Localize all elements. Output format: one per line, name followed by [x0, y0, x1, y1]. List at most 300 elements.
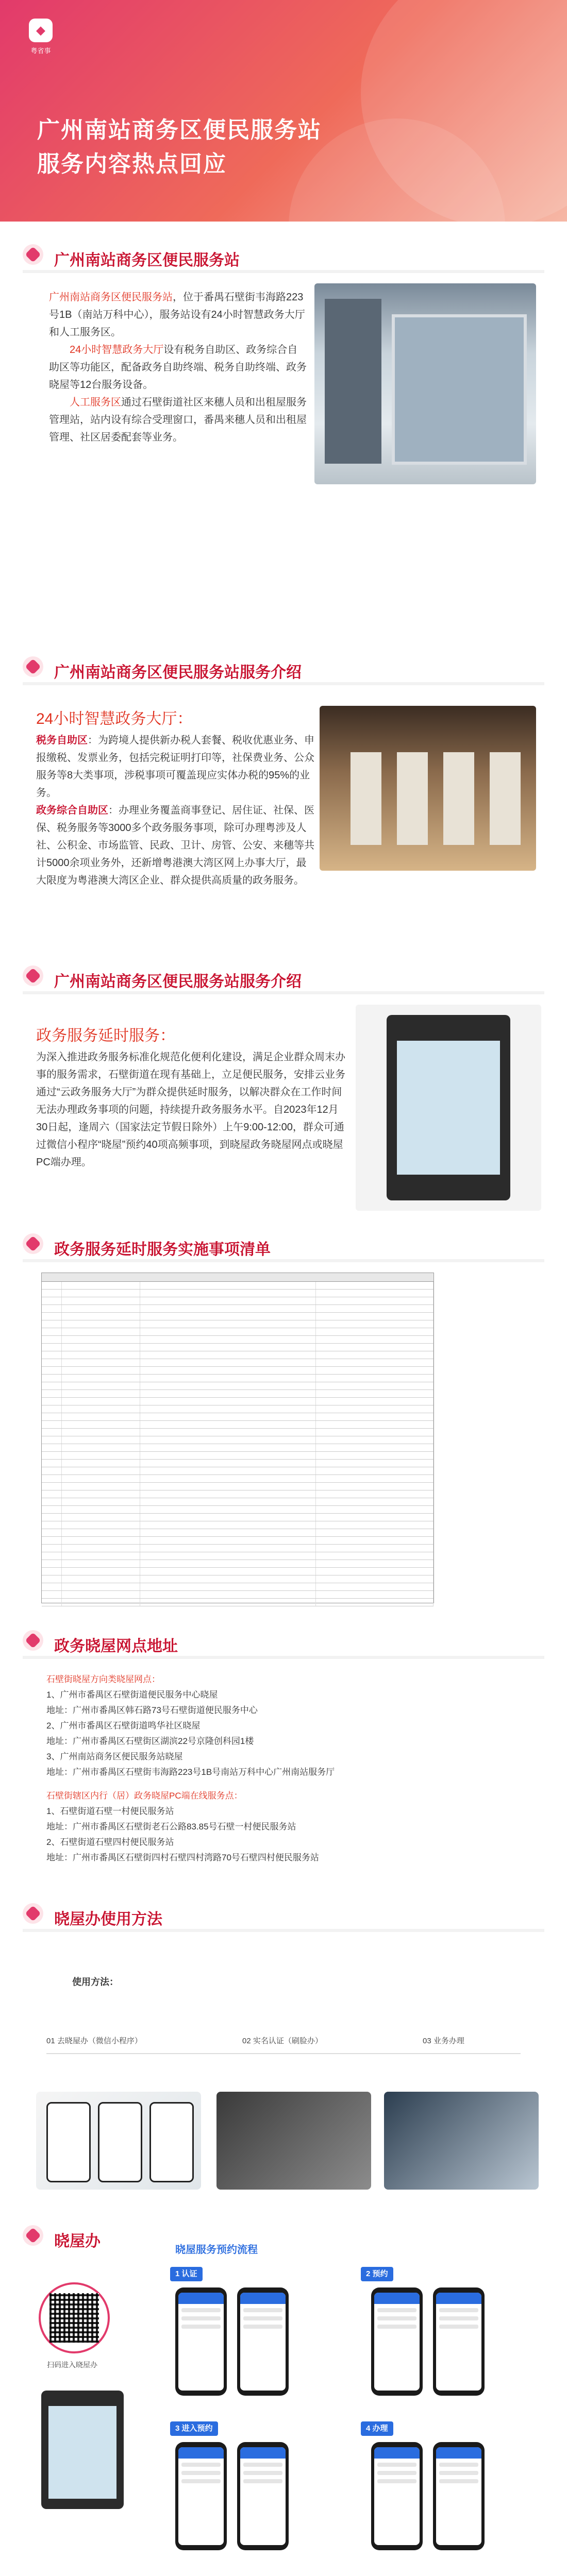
- table-cell: [42, 1328, 62, 1335]
- table-cell: [62, 1529, 140, 1536]
- table-cell: [140, 1490, 316, 1498]
- table-cell: [62, 1521, 140, 1529]
- table-cell: [42, 1344, 62, 1351]
- table-cell: [62, 1421, 140, 1428]
- section-text: 为深入推进政务服务标准化规范化便利化建设，满足企业群众周末办事的服务需求，石壁街道在现有基础上，立足便民服务，安排云业务通过“云政务服务大厅”为群众提供延时服务，以解决群众在工作时间无法办理政务事项的问题，持续提升政务服务水平。自2023年12月30日起，逢周六（国家法定节假日除外）上午9:00-12:00，群众可通过微信小程序“晓屋”预约40项高频事项，到晓屋政务晓屋网点或晓屋PC端办理。: [36, 1052, 345, 1168]
- table-cell: [140, 1413, 316, 1420]
- address-item: 地址：广州市番禺区石壁街区湖滨22号京隆创科园1楼: [46, 1736, 254, 1746]
- highlight-text: 广州南站商务区便民服务站: [49, 292, 173, 303]
- table-cell: [42, 1282, 62, 1289]
- table-cell: [62, 1475, 140, 1482]
- table-cell: [42, 1521, 62, 1529]
- table-row: [42, 1568, 433, 1575]
- table-row: [42, 1521, 433, 1529]
- subsection-title: 24小时智慧政务大厅：: [36, 710, 193, 727]
- table-cell: [316, 1344, 433, 1351]
- table-cell: [42, 1351, 62, 1359]
- table-cell: [316, 1282, 433, 1289]
- table-cell: [316, 1490, 433, 1498]
- table-cell: [316, 1460, 433, 1467]
- table-row: [42, 1297, 433, 1305]
- divider: [23, 270, 544, 273]
- table-cell: [140, 1452, 316, 1459]
- table-cell: [316, 1421, 433, 1428]
- table-cell: [140, 1367, 316, 1374]
- table-cell: [140, 1336, 316, 1343]
- glass-door: [392, 314, 527, 465]
- table-cell: [140, 1375, 316, 1382]
- section-text: [36, 732, 314, 889]
- table-row: [42, 1290, 433, 1297]
- table-cell: [316, 1375, 433, 1382]
- flow-step-tab: 3 进入预约: [170, 2421, 218, 2436]
- flow-step-tab: 1 认证: [170, 2267, 203, 2281]
- table-cell: [62, 1282, 140, 1289]
- hero-banner: [0, 0, 567, 222]
- table-cell: [62, 1367, 140, 1374]
- section-header: [0, 649, 567, 685]
- table-cell: [140, 1405, 316, 1413]
- section-header: [0, 1896, 567, 1932]
- xiaowu-booth-photo: [356, 1005, 541, 1211]
- table-cell: [42, 1359, 62, 1366]
- table-row: [42, 1490, 433, 1498]
- page-title-line1: 广州南站商务区便民服务站: [37, 117, 322, 143]
- table-cell: [62, 1405, 140, 1413]
- table-row: [42, 1359, 433, 1367]
- table-cell: [42, 1575, 62, 1583]
- table-cell: [42, 1506, 62, 1513]
- section-header: [0, 1623, 567, 1659]
- phone-screen: [433, 2287, 485, 2396]
- table-cell: [42, 1297, 62, 1304]
- section-header: [0, 1226, 567, 1262]
- table-row: [42, 1529, 433, 1537]
- table-cell: [42, 1568, 62, 1575]
- table-row: [42, 1575, 433, 1583]
- table-cell: [316, 1452, 433, 1459]
- table-row: [42, 1305, 433, 1313]
- table-cell: [62, 1390, 140, 1397]
- table-cell: [42, 1436, 62, 1444]
- table-cell: [42, 1398, 62, 1405]
- table-cell: [140, 1575, 316, 1583]
- address-list: [46, 1672, 536, 1866]
- table-cell: [316, 1568, 433, 1575]
- table-row: [42, 1444, 433, 1452]
- table-cell: [42, 1336, 62, 1343]
- table-cell: [42, 1305, 62, 1312]
- table-row: [42, 1545, 433, 1552]
- table-cell: [62, 1398, 140, 1405]
- table-cell: [140, 1282, 316, 1289]
- section-title: 广州南站商务区便民服务站服务介绍: [54, 664, 302, 681]
- booth-image: [41, 2391, 124, 2509]
- table-row: [42, 1452, 433, 1460]
- table-cell: [140, 1537, 316, 1544]
- table-cell: [316, 1297, 433, 1304]
- kiosk: [397, 752, 428, 845]
- kiosk: [351, 752, 381, 845]
- kiosk: [443, 752, 474, 845]
- phone-screen: [433, 2442, 485, 2550]
- highlight-text: 24小时智慧政务大厅: [70, 344, 164, 355]
- table-cell: [140, 1305, 316, 1312]
- booth-glass: [397, 1041, 500, 1175]
- table-cell: [140, 1467, 316, 1475]
- flow-title: 晓屋服务预约流程: [175, 2244, 258, 2256]
- table-cell: [316, 1398, 433, 1405]
- section-title: 政务晓屋网点地址: [54, 1638, 178, 1655]
- phone-screen: [175, 2442, 227, 2550]
- table-cell: [42, 1444, 62, 1451]
- section-title: 政务服务延时服务实施事项清单: [54, 1241, 271, 1258]
- table-row: [42, 1382, 433, 1390]
- step-image-miniprogram: [36, 2092, 201, 2190]
- table-cell: [316, 1599, 433, 1606]
- table-cell: [62, 1313, 140, 1320]
- step-image-face-auth: [216, 2092, 371, 2190]
- kiosk: [490, 752, 521, 845]
- table-cell: [62, 1336, 140, 1343]
- table-row: [42, 1537, 433, 1545]
- phone-screen: [237, 2442, 289, 2550]
- table-cell: [316, 1521, 433, 1529]
- section-header: [0, 2218, 567, 2254]
- phone-mockup: [46, 2102, 91, 2182]
- phone-mockup: [98, 2102, 142, 2182]
- table-cell: [42, 1560, 62, 1567]
- table-cell: [316, 1336, 433, 1343]
- table-row: [42, 1413, 433, 1421]
- address-group-title: 石壁街辖区内行（居）政务晓屋PC端在线服务点：: [46, 1791, 243, 1801]
- table-cell: [316, 1405, 433, 1413]
- table-cell: [140, 1552, 316, 1560]
- table-cell: [42, 1382, 62, 1389]
- table-cell: [42, 1320, 62, 1328]
- table-cell: [42, 1467, 62, 1475]
- table-row: [42, 1467, 433, 1475]
- table-cell: [62, 1506, 140, 1513]
- table-row: [42, 1591, 433, 1599]
- qr-code[interactable]: [39, 2282, 110, 2353]
- table-cell: [42, 1483, 62, 1490]
- table-cell: [42, 1313, 62, 1320]
- table-cell: [316, 1382, 433, 1389]
- address-item: 1、广州市番禺区石壁街道便民服务中心晓屋: [46, 1690, 218, 1700]
- table-cell: [316, 1444, 433, 1451]
- table-header: [42, 1273, 433, 1282]
- table-cell: [316, 1290, 433, 1297]
- building-pillar: [325, 299, 381, 464]
- section-title: 晓屋办使用方法: [54, 1911, 162, 1928]
- table-cell: [62, 1498, 140, 1505]
- table-row: [42, 1483, 433, 1490]
- logo-icon: ◆: [29, 19, 53, 42]
- table-cell: [316, 1313, 433, 1320]
- table-cell: [62, 1467, 140, 1475]
- table-cell: [316, 1560, 433, 1567]
- divider: [23, 1929, 544, 1932]
- table-cell: [140, 1514, 316, 1521]
- address-item: 3、广州南站商务区便民服务站晓屋: [46, 1752, 183, 1761]
- table-row: [42, 1436, 433, 1444]
- table-cell: [140, 1444, 316, 1451]
- booth-glass: [48, 2406, 116, 2499]
- table-cell: [316, 1367, 433, 1374]
- table-cell: [316, 1320, 433, 1328]
- table-cell: [62, 1429, 140, 1436]
- logo-text: 粤省事: [30, 47, 51, 55]
- table-cell: [62, 1297, 140, 1304]
- phone-mockup: [149, 2102, 194, 2182]
- table-row: [42, 1336, 433, 1344]
- address-item: 2、广州市番禺区石壁街道鸣华社区晓屋: [46, 1721, 201, 1731]
- table-cell: [42, 1537, 62, 1544]
- table-cell: [62, 1599, 140, 1606]
- divider: [23, 1656, 544, 1659]
- table-row: [42, 1506, 433, 1514]
- table-cell: [42, 1375, 62, 1382]
- table-cell: [62, 1537, 140, 1544]
- table-cell: [140, 1521, 316, 1529]
- table-cell: [62, 1328, 140, 1335]
- table-cell: [62, 1560, 140, 1567]
- table-cell: [62, 1568, 140, 1575]
- table-cell: [316, 1328, 433, 1335]
- self-service-hall-photo: [320, 706, 536, 871]
- table-row: [42, 1351, 433, 1359]
- subsection-title: 政务服务延时服务：: [36, 1027, 175, 1044]
- page-title: [37, 113, 322, 181]
- section-icon: [23, 2225, 43, 2246]
- section-icon: [23, 1903, 43, 1924]
- section-icon: [23, 1233, 43, 1254]
- table-row: [42, 1328, 433, 1336]
- table-cell: [316, 1305, 433, 1312]
- table-row: [42, 1405, 433, 1413]
- table-row: [42, 1320, 433, 1328]
- table-cell: [316, 1529, 433, 1536]
- step-line: [46, 2053, 521, 2054]
- section-title: 广州南站商务区便民服务站服务介绍: [54, 973, 302, 990]
- divider: [23, 991, 544, 994]
- table-cell: [140, 1320, 316, 1328]
- table-cell: [62, 1552, 140, 1560]
- phone-screen: [175, 2287, 227, 2396]
- service-station-photo: [314, 283, 536, 484]
- step-label: 01 去晓屋办（微信小程序）: [46, 2037, 142, 2045]
- table-cell: [42, 1545, 62, 1552]
- table-cell: [62, 1382, 140, 1389]
- table-cell: [42, 1421, 62, 1428]
- table-cell: [42, 1367, 62, 1374]
- table-cell: [140, 1398, 316, 1405]
- table-row: [42, 1429, 433, 1436]
- table-cell: [316, 1390, 433, 1397]
- section-title: 广州南站商务区便民服务站: [54, 252, 240, 269]
- table-cell: [62, 1490, 140, 1498]
- table-cell: [62, 1483, 140, 1490]
- table-cell: [42, 1490, 62, 1498]
- table-cell: [42, 1498, 62, 1505]
- table-cell: [140, 1297, 316, 1304]
- section-header: [0, 237, 567, 273]
- table-cell: [62, 1290, 140, 1297]
- table-row: [42, 1390, 433, 1398]
- address-item: 2、石壁街道石壁四村便民服务站: [46, 1837, 174, 1847]
- table-cell: [316, 1359, 433, 1366]
- table-cell: [62, 1436, 140, 1444]
- address-item: 地址：广州市番禺区石壁街四村石壁四村湾路70号石壁四村便民服务站: [46, 1853, 319, 1862]
- table-cell: [140, 1475, 316, 1482]
- table-cell: [42, 1460, 62, 1467]
- highlight-text: 政务综合自助区: [36, 805, 108, 816]
- service-items-table: [41, 1273, 434, 1603]
- table-cell: [62, 1514, 140, 1521]
- table-cell: [316, 1552, 433, 1560]
- table-cell: [140, 1382, 316, 1389]
- table-cell: [316, 1514, 433, 1521]
- section-icon: [23, 1630, 43, 1651]
- phone-screen: [371, 2287, 423, 2396]
- table-cell: [316, 1467, 433, 1475]
- address-item: 地址：广州市番禺区韩石路73号石壁街道便民服务中心: [46, 1705, 258, 1715]
- address-item: 地址：广州市番禺区石壁街韦海路223号1B号南站万科中心广州南站服务厅: [46, 1767, 335, 1777]
- table-cell: [316, 1436, 433, 1444]
- table-row: [42, 1460, 433, 1467]
- table-row: [42, 1375, 433, 1382]
- table-cell: [140, 1545, 316, 1552]
- divider: [23, 682, 544, 685]
- address-item: 地址：广州市番禺区石壁街老石公路83.85号石壁一村便民服务站: [46, 1822, 296, 1832]
- table-cell: [62, 1583, 140, 1590]
- table-cell: [140, 1506, 316, 1513]
- table-cell: [140, 1290, 316, 1297]
- table-cell: [316, 1591, 433, 1598]
- table-cell: [140, 1421, 316, 1428]
- table-row: [42, 1514, 433, 1521]
- table-cell: [62, 1305, 140, 1312]
- table-cell: [62, 1591, 140, 1598]
- table-cell: [42, 1552, 62, 1560]
- table-cell: [140, 1436, 316, 1444]
- table-cell: [42, 1429, 62, 1436]
- how-to-label: 使用方法：: [72, 1977, 119, 1987]
- table-cell: [62, 1452, 140, 1459]
- step-label: 03 业务办理: [423, 2037, 464, 2045]
- qr-caption: 扫码进入晓屋办: [47, 2361, 97, 2369]
- table-cell: [62, 1545, 140, 1552]
- table-cell: [62, 1351, 140, 1359]
- table-cell: [62, 1320, 140, 1328]
- table-cell: [316, 1575, 433, 1583]
- table-cell: [62, 1375, 140, 1382]
- table-cell: [42, 1290, 62, 1297]
- table-cell: [316, 1351, 433, 1359]
- table-row: [42, 1475, 433, 1483]
- body-text: ：办理业务覆盖商事登记、居住证、社保、医保、税务服务等3000多个政务服务事项，除可办理粤涉及人社、公积金、市场监管、民政、卫计、房管、公安、来穗等共计5000余项业务外，还新增粤港澳大湾区网上办事大厅，最大限度为粤港澳大湾区企业、群众提供高质量的政务服务。: [36, 805, 314, 886]
- section-icon: [23, 965, 43, 986]
- table-cell: [140, 1560, 316, 1567]
- table-cell: [140, 1568, 316, 1575]
- table-cell: [62, 1575, 140, 1583]
- table-cell: [316, 1498, 433, 1505]
- step-image-business: [384, 2092, 539, 2190]
- table-row: [42, 1282, 433, 1290]
- table-cell: [62, 1444, 140, 1451]
- table-row: [42, 1560, 433, 1568]
- table-cell: [42, 1413, 62, 1420]
- highlight-text: 税务自助区: [36, 735, 88, 746]
- table-cell: [140, 1498, 316, 1505]
- table-body: [42, 1282, 433, 1606]
- address-group-title: 石壁街晓屋方向类晓屋网点：: [46, 1674, 160, 1684]
- section-icon: [23, 656, 43, 677]
- phone-screen: [237, 2287, 289, 2396]
- divider: [23, 1259, 544, 1262]
- table-cell: [42, 1452, 62, 1459]
- body-text: 设有税务自助区、政务综合自助区等功能区，配备政务自助终端、税务自助终端、政务晓屋等12台服务设备。: [49, 344, 307, 391]
- table-cell: [42, 1405, 62, 1413]
- table-cell: [316, 1537, 433, 1544]
- table-cell: [42, 1591, 62, 1598]
- page-title-line2: 服务内容热点回应: [37, 151, 227, 177]
- table-cell: [42, 1514, 62, 1521]
- body-text: 通过石壁街道社区来穗人员和出租屋服务管理站，站内设有综合受理窗口，番禺来穗人员和出租屋管理、社区居委配套等业务。: [49, 397, 307, 443]
- table-cell: [42, 1599, 62, 1606]
- table-cell: [316, 1429, 433, 1436]
- table-cell: [62, 1413, 140, 1420]
- address-item: 1、石壁街道石壁一村便民服务站: [46, 1806, 174, 1816]
- step-label: 02 实名认证（刷脸办）: [242, 2037, 323, 2045]
- table-row: [42, 1552, 433, 1560]
- table-cell: [140, 1599, 316, 1606]
- table-cell: [140, 1429, 316, 1436]
- table-cell: [140, 1483, 316, 1490]
- table-cell: [316, 1475, 433, 1482]
- table-row: [42, 1367, 433, 1375]
- table-cell: [140, 1460, 316, 1467]
- table-cell: [62, 1344, 140, 1351]
- table-cell: [62, 1359, 140, 1366]
- table-cell: [316, 1506, 433, 1513]
- table-cell: [140, 1359, 316, 1366]
- table-row: [42, 1583, 433, 1591]
- table-cell: [316, 1583, 433, 1590]
- phone-screen: [371, 2442, 423, 2550]
- table-cell: [140, 1583, 316, 1590]
- table-cell: [316, 1483, 433, 1490]
- highlight-text: 人工服务区: [70, 397, 121, 408]
- table-row: [42, 1498, 433, 1506]
- table-row: [42, 1421, 433, 1429]
- table-cell: [42, 1583, 62, 1590]
- section-title: 晓屋办: [54, 2233, 101, 2250]
- table-cell: [62, 1460, 140, 1467]
- table-cell: [140, 1351, 316, 1359]
- flow-step-tab: 2 预约: [361, 2267, 393, 2281]
- table-cell: [140, 1328, 316, 1335]
- table-cell: [140, 1591, 316, 1598]
- table-row: [42, 1599, 433, 1606]
- table-cell: [42, 1390, 62, 1397]
- table-row: [42, 1398, 433, 1405]
- table-cell: [316, 1413, 433, 1420]
- table-cell: [42, 1475, 62, 1482]
- table-row: [42, 1344, 433, 1351]
- flow-step-tab: 4 办理: [361, 2421, 393, 2436]
